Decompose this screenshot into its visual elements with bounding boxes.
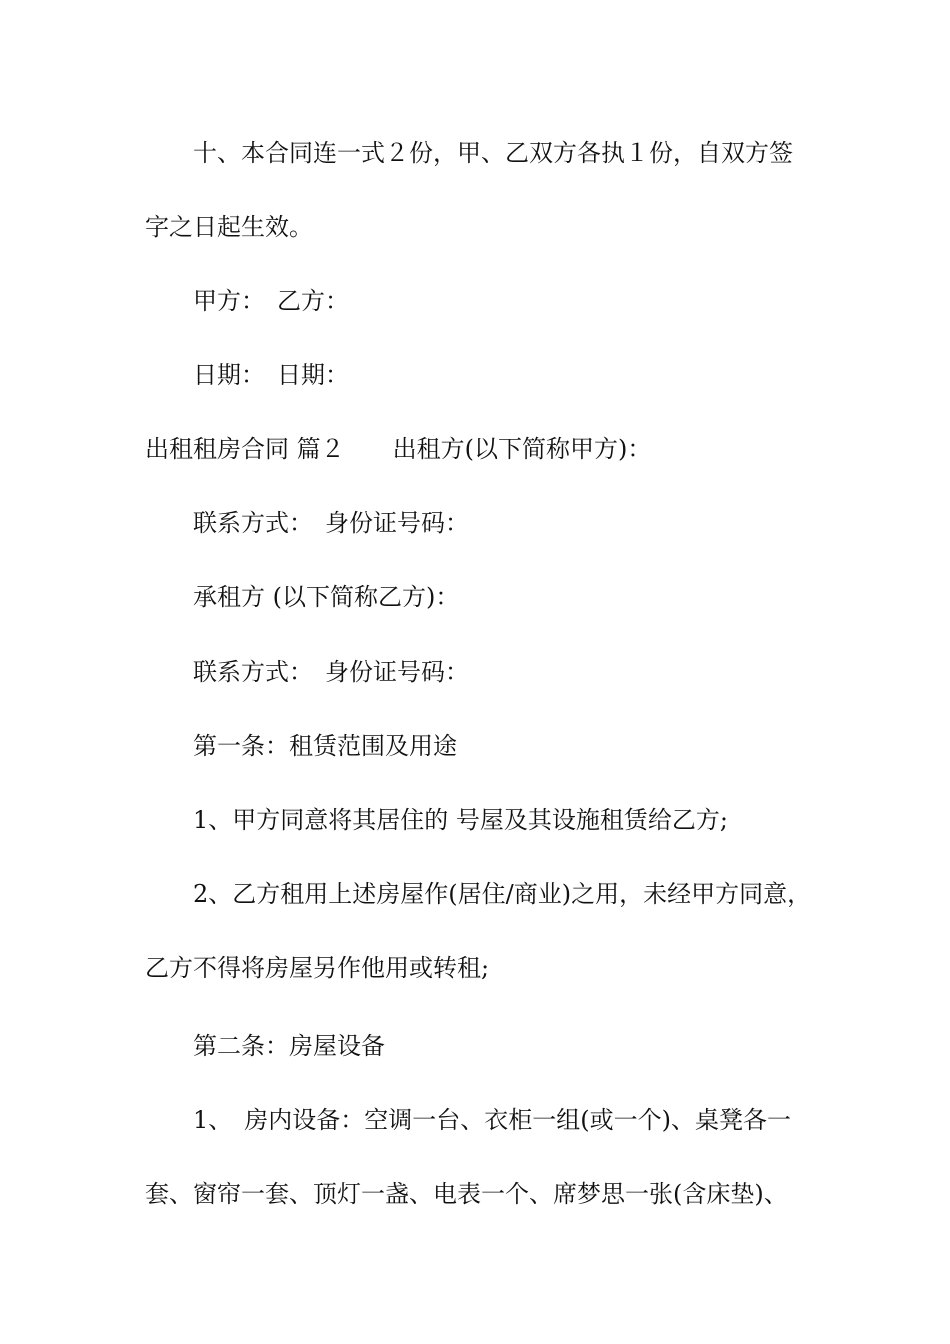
signature-dates: 日期： 日期： (193, 361, 349, 389)
article-1-item-1: 1、甲方同意将其居住的 号屋及其设施租赁给乙方; (193, 806, 728, 834)
article-1-item-2-line-2: 乙方不得将房屋另作他用或转租; (145, 954, 490, 982)
lessor-label: 出租方(以下简称甲方)： (392, 435, 652, 463)
section-heading: 出租租房合同 篇２ (145, 435, 345, 463)
article-1-heading: 第一条：租赁范围及用途 (193, 732, 457, 760)
article-2-item-1-line-1: 1、 房内设备：空调一台、衣柜一组(或一个)、桌凳各一 (193, 1106, 791, 1134)
article-2-item-1-line-2: 套、窗帘一套、顶灯一盏、电表一个、席梦思一张(含床垫)、 (145, 1180, 788, 1208)
lessee-label: 承租方 (以下简称乙方)： (193, 583, 460, 611)
lessee-contact: 联系方式： 身份证号码： (193, 658, 469, 686)
article-2-heading: 第二条：房屋设备 (193, 1032, 385, 1060)
article-1-item-2-line-1: 2、乙方租用上述房屋作(居住/商业)之用，未经甲方同意， (193, 880, 812, 908)
section-heading-row (145, 433, 651, 465)
clause-10-line-1: 十、本合同连一式２份，甲、乙双方各执１份，自双方签 (193, 139, 793, 167)
lessor-contact: 联系方式： 身份证号码： (193, 509, 469, 537)
clause-10-line-2: 字之日起生效。 (145, 213, 313, 241)
signature-parties: 甲方： 乙方： (193, 287, 349, 315)
